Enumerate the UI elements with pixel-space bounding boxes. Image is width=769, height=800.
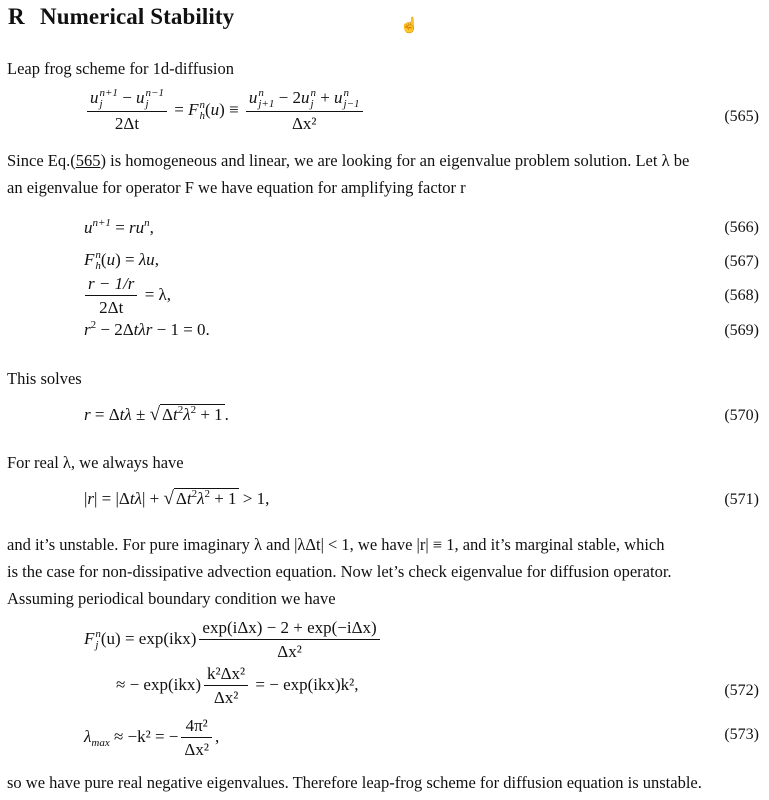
equation-ref-link-565[interactable]: 565 bbox=[75, 151, 101, 170]
equation-571: |r| = |Δtλ| + √ $\Delta t^2\lambda^2 + 1 > 1$, bbox=[84, 488, 270, 509]
intro-paragraph: Leap frog scheme for 1d-diffusion bbox=[7, 59, 234, 78]
hand-cursor-icon: ☝ bbox=[400, 18, 419, 34]
equation-566: $u^{n+1} = ru^n$, bbox=[84, 217, 154, 237]
equation-number-565: (565) bbox=[724, 108, 759, 125]
section-heading bbox=[8, 4, 234, 30]
equation-567: F n h (u) = λu, bbox=[84, 249, 159, 273]
equation-565: u n+1 j − u n−1 j 2Δt = F n h (u) ≡ u n j+1 − 2u n j + u n j−1 Δx² bbox=[84, 88, 366, 134]
equation-number-567: (567) bbox=[724, 253, 759, 270]
equation-number-573: (573) bbox=[724, 726, 759, 743]
equation-572-line1: F n j (u) = exp(ikx) $\frac{\text{exp(iΔx) − 2 + exp(−iΔx)}}{\text{Δx²}}$ bbox=[84, 618, 383, 662]
equation-number-568: (568) bbox=[724, 287, 759, 304]
equation-572-line2: ≈ − exp(ikx) $\frac{\text{k²Δx²}}{\text{Δx²}}$ = − exp(ikx)k², bbox=[116, 664, 359, 707]
eq573-fraction: $\frac{\text{4π²}}{\text{Δx²}}$ bbox=[181, 716, 212, 760]
paragraph-conclusion: so we have pure real negative eigenvalues. Therefore leap-frog scheme for diffusion equation is unstable. bbox=[7, 773, 702, 792]
paragraph-unstable-line2: is the case for non-dissipative advection equation. Now let’s check eigenvalue for diffusion operator. bbox=[7, 562, 672, 581]
equation-568: $\frac{r - 1/r}{2\Delta t}$ = λ, bbox=[82, 274, 171, 318]
paragraph-unstable-line1: and it’s unstable. For pure imaginary λ and |λΔt| < 1, we have |r| ≡ 1, and it’s marginal stable, which bbox=[7, 535, 665, 554]
equation-number-566: (566) bbox=[724, 219, 759, 236]
paragraph-unstable-line3: Assuming periodical boundary condition we have bbox=[7, 589, 336, 608]
equation-573: $\lambda_{max} \approx -k^2$ = − $\frac{\text{4π²}}{\text{Δx²}}$ , bbox=[84, 716, 220, 759]
eq565-rhs-fraction: u n j+1 − 2u n j + u n j−1 Δx² bbox=[246, 88, 363, 134]
equation-number-570: (570) bbox=[724, 407, 759, 424]
section-title: Numerical Stability bbox=[40, 4, 235, 29]
equation-number-569: (569) bbox=[724, 322, 759, 339]
eq565-lhs-fraction: u n+1 j − u n−1 j 2Δt bbox=[87, 88, 167, 134]
equation-570: r = Δtλ ± √ $\Delta t^2\lambda^2 + 1$ . bbox=[84, 404, 229, 425]
paragraph-eigenvalue-line2: an eigenvalue for operator F we have equation for amplifying factor r bbox=[7, 178, 466, 197]
paragraph-for-real-lambda: For real λ, we always have bbox=[7, 453, 184, 472]
equation-569: $r^2 - 2\Delta t\lambda r - 1 = 0$. bbox=[84, 319, 210, 339]
equation-number-571: (571) bbox=[724, 491, 759, 508]
section-letter: R bbox=[8, 4, 25, 29]
eq572-fraction-1: $\frac{\text{exp(iΔx) − 2 + exp(−iΔx)}}{\text{Δx²}}$ bbox=[199, 618, 379, 662]
eq568-fraction: $\frac{r - 1/r}{2\Delta t}$ bbox=[85, 274, 137, 318]
paragraph-eigenvalue-line1: Since Eq.(565) is homogeneous and linear, we are looking for an eigenvalue problem solution. Let λ be bbox=[7, 151, 690, 170]
equation-number-572: (572) bbox=[724, 682, 759, 699]
eq572-fraction-2: $\frac{\text{k²Δx²}}{\text{Δx²}}$ bbox=[204, 664, 248, 708]
paragraph-this-solves: This solves bbox=[7, 369, 82, 388]
